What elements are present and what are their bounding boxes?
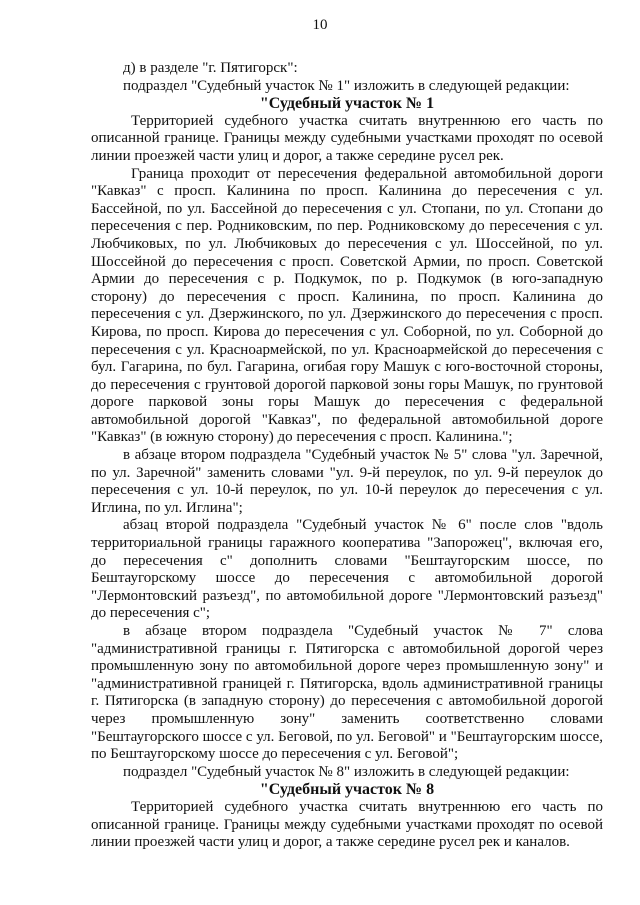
paragraph: в абзаце втором подраздела "Судебный участок № 7" слова "административной границы г. Пятигорска с автомобильной дорогой через промышленную зону по автомобильной дороге через промышленную зону" и "административной границей г. Пятигорска, вдоль административной границы г. Пятигорска (в западную сторону) до пересечения с автомобильной дорогой через промышленную зону" заменить соответственно словами "Бештаугорского шоссе с ул. Беговой, по ул. Беговой" и "Бештаугорским шоссе, по Бештаугорскому шоссе до пересечения с ул. Беговой"; xyxy=(91,623,603,763)
paragraph: Территорией судебного участка считать внутреннюю его часть по описанной границе. Границы между судебными участками проходят по осевой линии проезжей части улиц и дорог, а также середине русел рек. xyxy=(91,112,603,164)
section-heading: "Судебный участок № 8 xyxy=(259,781,435,799)
paragraph: подраздел "Судебный участок № 1" изложить в следующей редакции: xyxy=(123,77,570,94)
page-number: 10 xyxy=(312,17,328,33)
section-heading: "Судебный участок № 1 xyxy=(259,95,435,113)
paragraph: подраздел "Судебный участок № 8" изложить в следующей редакции: xyxy=(123,763,570,780)
paragraph: абзац второй подраздела "Судебный участок № 6" после слов "вдоль территориальной границы гаражного кооператива "Запорожец", включая его, до пересечения с" дополнить словами "Бештаугорским шоссе, по Бештаугорскому шоссе до пересечения с автомобильной дорогой "Лермонтовский разъезд", по автомобильной дороге "Лермонтовский разъезд" до пересечения с"; xyxy=(91,517,603,622)
document-body xyxy=(91,60,603,852)
paragraph: Территорией судебного участка считать внутреннюю его часть по описанной границе. Границы между судебными участками проходят по осевой линии проезжей части улиц и дорог, а также середине русел рек и каналов. xyxy=(91,798,603,851)
paragraph: в абзаце втором подраздела "Судебный участок № 5" слова "ул. Заречной, по ул. Заречной" заменить словами "ул. 9-й переулок, по ул. 9-й переулок до пересечения с ул. 10-й переулок, по ул. 10-й переулок до пересечения с ул. Иглина, по ул. Иглина"; xyxy=(91,447,603,516)
paragraph: Граница проходит от пересечения федеральной автомобильной дороги "Кавказ" с просп. Калинина по просп. Калинина до пересечения с ул. Бассейной, по ул. Бассейной до пересечения с ул. Стопани, по ул. Стопани до пересечения с пер. Родниковским, по пер. Родниковскому до пересечения с ул. Любчиковых, по ул. Любчиковых до пересечения с ул. Шоссейной, по ул. Шоссейной до пересечения с просп. Советской Армии, по просп. Советской Армии до пересечения с р. Подкумок, по р. Подкумок (в юго-западную сторону) до пересечения с просп. Калинина, по просп. Калинина до пересечения с ул. Дзержинского, по ул. Дзержинского до пересечения с просп. Кирова, по просп. Кирова до пересечения с ул. Соборной, по ул. Соборной до пересечения с ул. Красноармейской, по ул. Красноармейской до пересечения с бул. Гагарина, по бул. Гагарина, огибая гору Машук с юго-восточной стороны, до пересечения с грунтовой дорогой парковой зоны горы Машук, по грунтовой дороге парковой зоны горы Машук до пересечения с федеральной автомобильной дорогой "Кавказ", по федеральной автомобильной дороге "Кавказ" (в южную сторону) до пересечения с просп. Калинина."; xyxy=(91,165,603,446)
paragraph: д) в разделе "г. Пятигорск": xyxy=(123,60,298,76)
